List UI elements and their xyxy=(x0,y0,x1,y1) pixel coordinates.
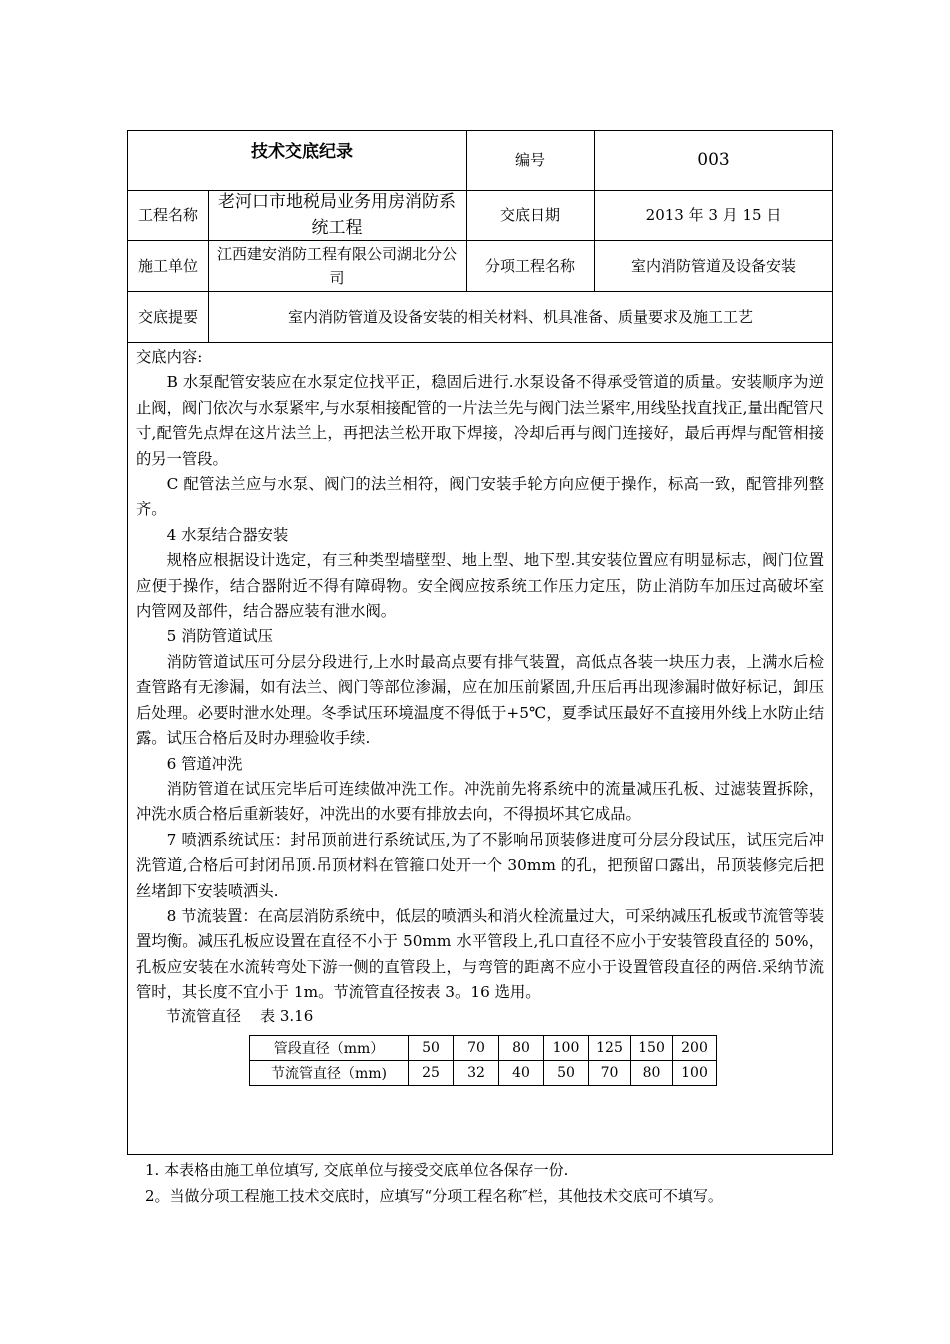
content-heading: 6 管道冲洗 xyxy=(166,754,243,773)
content-paragraph: 7 喷洒系统试压：封吊顶前进行系统试压,为了不影响吊顶装修进度可分层分段试压，试压完后冲洗管道,合格后可封闭吊顶.吊顶材料在管箍口处开一个 30mm 的孔，把预留口露出，吊顶装修完后把丝堵卸下安装喷洒头. xyxy=(136,830,824,900)
content-label: 交底内容: xyxy=(136,348,203,366)
unit-value: 江西建安消防工程有限公司湖北分公司 xyxy=(216,244,457,287)
subproject-label: 分项工程名称 xyxy=(484,256,575,275)
content-paragraph: 消防管道试压可分层分段进行,上水时最高点要有排气装置，高低点各装一块压力表，上满水后检查管路有无渗漏，如有法兰、阀门等部位渗漏，应在加压前紧固,升压后再出现渗漏时做好标记，卸压后处理。必要时泄水处理。冬季试压环境温度不得低于+5℃，夏季试压最好不直接用外线上水防止结露。试压合格后及时办理验收手续. xyxy=(136,652,824,748)
throttle-diameter-table xyxy=(249,1035,717,1086)
summary-value: 室内消防管道及设备安装的相关材料、机具准备、质量要求及施工工艺 xyxy=(287,307,753,326)
project-name-value: 老河口市地税局业务用房消防系统工程 xyxy=(218,192,456,238)
project-name-label: 工程名称 xyxy=(137,206,198,224)
content-paragraph: C 配管法兰应与水泵、阀门的法兰相符，阀门安装手轮方向应便于操作，标高一致，配管排列整齐。 xyxy=(136,475,824,519)
summary-label: 交底提要 xyxy=(137,307,198,326)
table-cell: 70 xyxy=(454,1036,499,1061)
table-cell: 70 xyxy=(589,1061,631,1086)
table-row-label: 节流管直径（mm) xyxy=(250,1061,409,1086)
table-cell: 25 xyxy=(409,1061,454,1086)
table-cell: 125 xyxy=(589,1036,631,1061)
content-paragraph: 8 节流装置：在高层消防系统中，低层的喷洒头和消火栓流量过大，可采纳减压孔板或节流管等装置均衡。减压孔板应设置在直径不小于 50mm 水平管段上,孔口直径不应小于安装管段直径的 50%，孔板应安装在水流转弯处下游一侧的直管段上，与弯管的距离不应小于设置管段直径的两倍.采纳节流管时，其长度不宜小于 1m。节流管直径按表 3。16 选用。 xyxy=(136,906,824,1002)
table-cell: 100 xyxy=(544,1036,589,1061)
table-row xyxy=(250,1061,717,1086)
subproject-value: 室内消防管道及设备安装 xyxy=(630,256,796,275)
table-row xyxy=(250,1036,717,1061)
number-label: 编号 xyxy=(514,151,545,169)
row-divider xyxy=(127,342,833,343)
footnotes xyxy=(145,1157,723,1209)
content-heading: 5 消防管道试压 xyxy=(166,627,273,646)
table-cell: 80 xyxy=(499,1036,544,1061)
table-cell: 50 xyxy=(409,1036,454,1061)
date-label: 交底日期 xyxy=(499,206,560,224)
table-cell: 80 xyxy=(631,1061,673,1086)
table-cell: 100 xyxy=(673,1061,717,1086)
table-caption: 节流管直径 表 3.16 xyxy=(166,1006,314,1025)
table-cell: 50 xyxy=(544,1061,589,1086)
content-body xyxy=(136,345,824,1026)
footnote: 1. 本表格由施工单位填写, 交底单位与接受交底单位各保存一份. xyxy=(145,1161,569,1179)
footnote: 2。当做分项工程施工技术交底时，应填写“分项工程名称″栏，其他技术交底可不填写。 xyxy=(145,1187,723,1205)
number-value: 003 xyxy=(697,150,730,170)
table-cell: 32 xyxy=(454,1061,499,1086)
form-title: 技术交底纪录 xyxy=(251,141,353,162)
content-paragraph: 消防管道在试压完毕后可连续做冲洗工作。冲洗前先将系统中的流量减压孔板、过滤装置拆除，冲洗水质合格后重新装好，冲洗出的水要有排放去向，不得损坏其它成品。 xyxy=(136,779,824,824)
table-cell: 150 xyxy=(631,1036,673,1061)
content-heading: 4 水泵结合器安装 xyxy=(166,525,289,544)
table-row-label: 管段直径（mm） xyxy=(250,1036,409,1061)
content-paragraph: 规格应根据设计选定，有三种类型墙壁型、地上型、地下型.其安装位置应有明显标志，阀门位置应便于操作，结合器附近不得有障碍物。安全阀应按系统工作压力定压，防止消防车加压过高破坏室内管网及部件，结合器应装有泄水阀。 xyxy=(136,551,824,621)
date-value: 2013 年 3 月 15 日 xyxy=(645,206,782,224)
table-cell: 200 xyxy=(673,1036,717,1061)
content-paragraph: B 水泵配管安装应在水泵定位找平正，稳固后进行.水泵设备不得承受管道的质量。安装顺序为逆止阀，阀门依次与水泵紧牢,与水泵相接配管的一片法兰先与阀门法兰紧牢,用线坠找直找正,量出配管尺寸,配管先点焊在这片法兰上，再把法兰松开取下焊接，冷却后再与阀门连接好，最后再焊与配管相接的另一管段。 xyxy=(136,373,824,468)
table-cell: 40 xyxy=(499,1061,544,1086)
unit-label: 施工单位 xyxy=(137,256,198,275)
